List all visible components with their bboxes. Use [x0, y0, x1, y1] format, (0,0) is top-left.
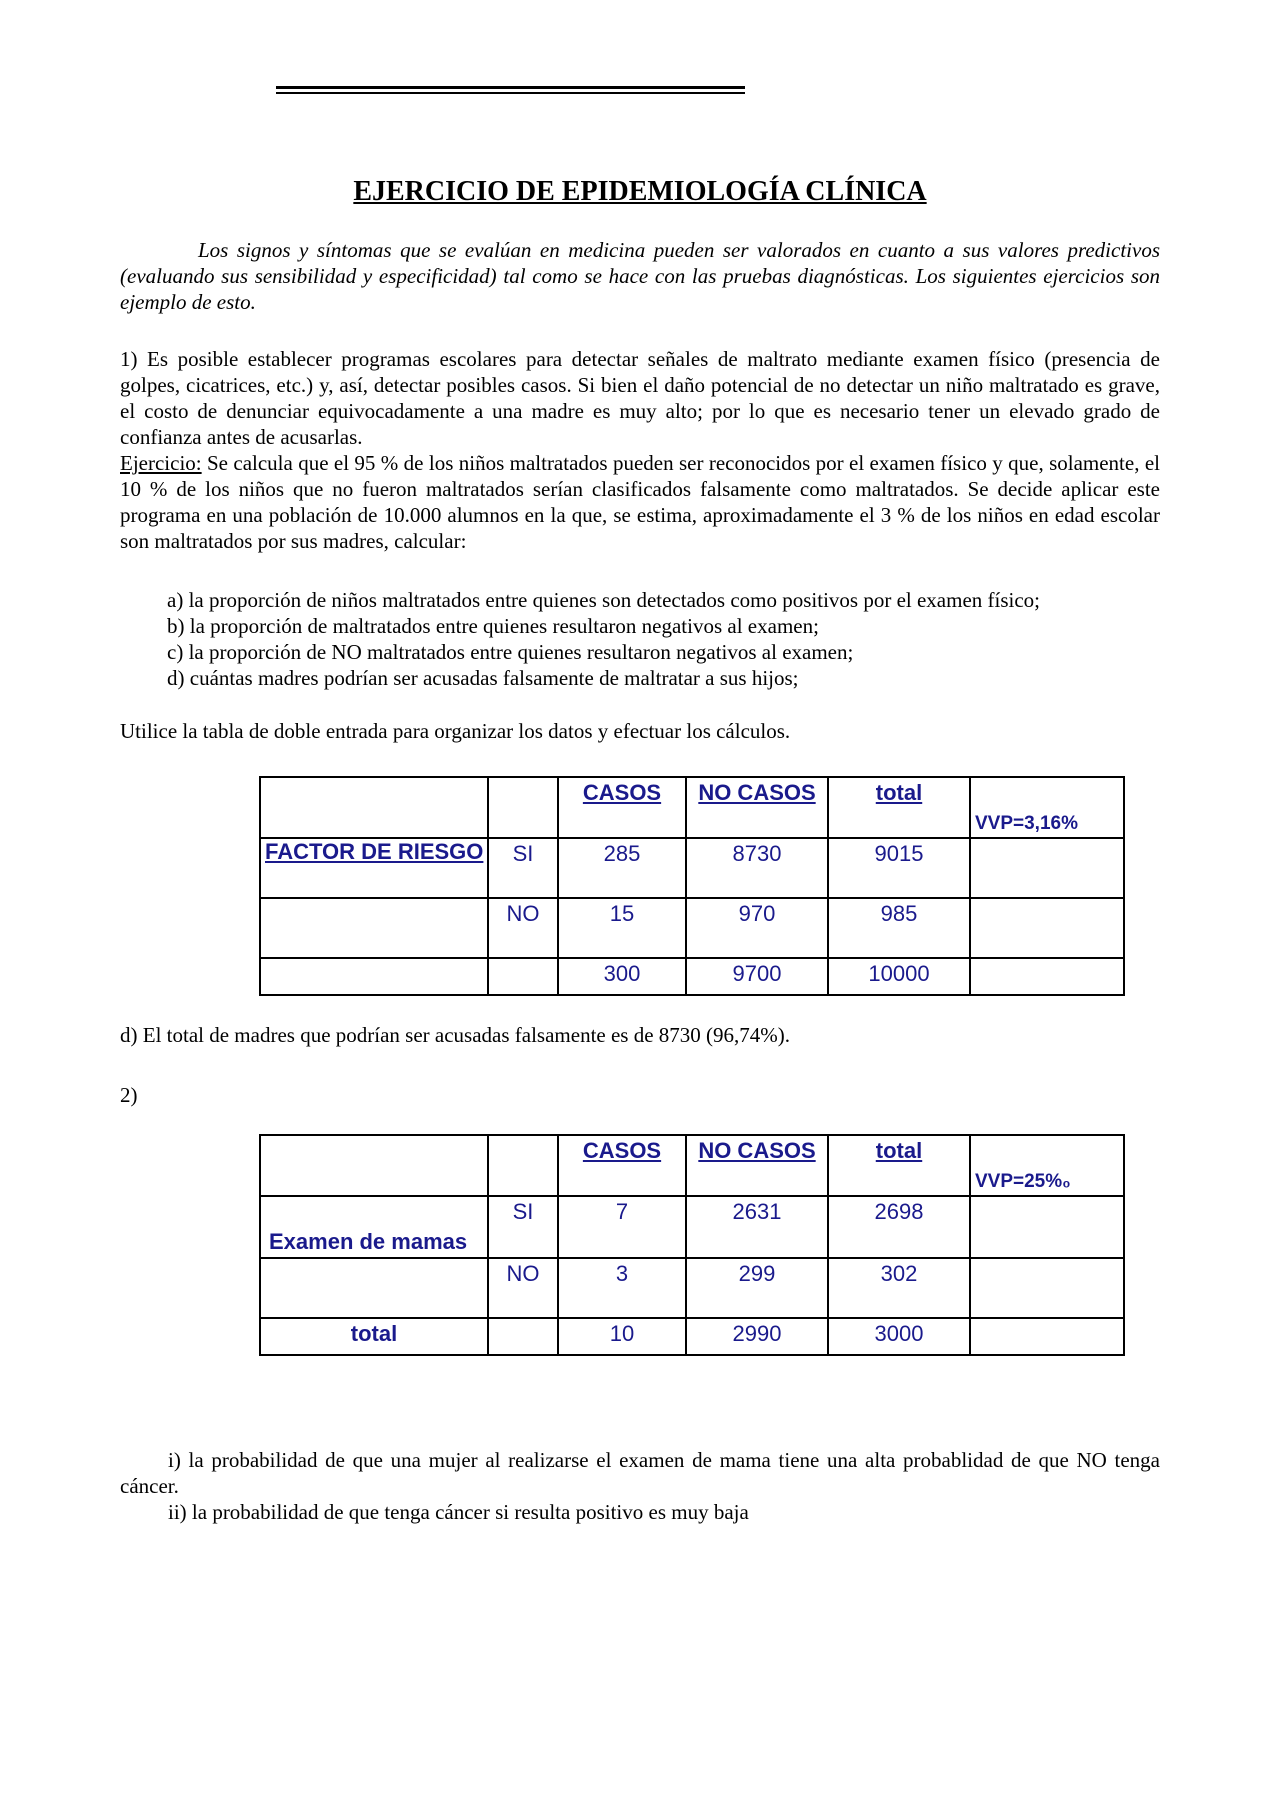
intro-paragraph: Los signos y síntomas que se evalúan en medicina pueden ser valorados en cuanto a sus valores predictivos (evaluando sus sensibilidad y especificidad) tal como se hace con las pruebas diagnósticas. Los siguientes ejercicios son ejemplo de esto. — [120, 238, 1160, 314]
row-label-no: NO — [506, 1261, 540, 1286]
total-row-label: total — [350, 1321, 398, 1346]
row-label-si: SI — [512, 841, 534, 866]
vvp-value: VVP=3,16% — [970, 777, 1124, 838]
list-item: b) la proporción de maltratados entre quienes resultaron negativos al examen; — [167, 614, 819, 638]
top-rule — [276, 86, 745, 94]
table-cell: 10000 — [868, 961, 930, 986]
problem-1-text — [120, 346, 1160, 554]
list-item: c) la proporción de NO maltratados entre quienes resultaron negativos al examen; — [167, 640, 854, 664]
table-cell: 985 — [880, 901, 918, 926]
problem-1-statement: 1) Es posible establecer programas escolares para detectar señales de maltrato mediante examen físico (presencia de golpes, cicatrices, etc.) y, así, detectar posibles casos. Si bien el daño potencial de no detectar un niño maltratado es grave, el costo de denunciar equivocadamente a una madre es muy alto; por lo que es necesario tener un elevado grado de confianza antes de acusarlas. — [120, 347, 1160, 449]
table-cell: 299 — [738, 1261, 776, 1286]
table-cell: 3000 — [874, 1321, 924, 1346]
contingency-table-2 — [259, 1134, 1125, 1356]
page-title: EJERCICIO DE EPIDEMIOLOGÍA CLÍNICA — [353, 176, 927, 207]
row-group-label: FACTOR DE RIESGO — [260, 838, 488, 898]
table-cell: 15 — [609, 901, 635, 926]
table-cell: 2698 — [874, 1199, 924, 1224]
table-cell: 7 — [615, 1199, 629, 1224]
table-cell: 970 — [738, 901, 776, 926]
instruction-text: Utilice la tabla de doble entrada para organizar los datos y efectuar los cálculos. — [120, 719, 791, 743]
header-no-casos: NO CASOS — [698, 780, 816, 805]
table-cell: 285 — [603, 841, 641, 866]
table-cell: 9700 — [732, 961, 782, 986]
answer-d: d) El total de madres que podrían ser acusadas falsamente es de 8730 (96,74%). — [120, 1023, 791, 1047]
table-cell: 8730 — [732, 841, 782, 866]
header-casos: CASOS — [582, 1138, 662, 1163]
table-cell: 10 — [609, 1321, 635, 1346]
row-group-label: Examen de mamas — [260, 1196, 488, 1258]
table-cell: 3 — [615, 1261, 629, 1286]
header-total: total — [875, 1138, 923, 1163]
table-cell: 2631 — [732, 1199, 782, 1224]
header-casos: CASOS — [582, 780, 662, 805]
table-cell: 300 — [603, 961, 641, 986]
header-total: total — [875, 780, 923, 805]
closing-text — [120, 1447, 1160, 1525]
header-no-casos: NO CASOS — [698, 1138, 816, 1163]
contingency-table-1 — [259, 776, 1125, 996]
row-label-si: SI — [512, 1199, 534, 1224]
closing-item-ii: ii) la probabilidad de que tenga cáncer si resulta positivo es muy baja — [168, 1500, 749, 1524]
closing-item-i: i) la probabilidad de que una mujer al realizarse el examen de mama tiene una alta probablidad de que NO tenga cáncer. — [120, 1448, 1160, 1498]
row-label-no: NO — [506, 901, 540, 926]
list-item: a) la proporción de niños maltratados entre quienes son detectados como positivos por el examen físico; — [167, 588, 1041, 612]
list-item: d) cuántas madres podrían ser acusadas falsamente de maltratar a sus hijos; — [167, 666, 799, 690]
problem-2-number: 2) — [120, 1083, 138, 1107]
exercise-text: Se calcula que el 95 % de los niños maltratados pueden ser reconocidos por el examen físico y que, solamente, el 10 % de los niños que no fueron maltratados serían clasificados falsamente como maltratados. Se decide aplicar este programa en una población de 10.000 alumnos en la que, se estima, aproximadamente el 3 % de los niños en edad escolar son maltratados por sus madres, calcular: — [120, 451, 1160, 553]
table-cell: 9015 — [874, 841, 924, 866]
table-cell: 2990 — [732, 1321, 782, 1346]
vvp-value: VVP=25%₀ — [970, 1135, 1124, 1196]
question-list — [167, 587, 1157, 691]
table-cell: 302 — [880, 1261, 918, 1286]
exercise-label: Ejercicio: — [120, 451, 202, 475]
